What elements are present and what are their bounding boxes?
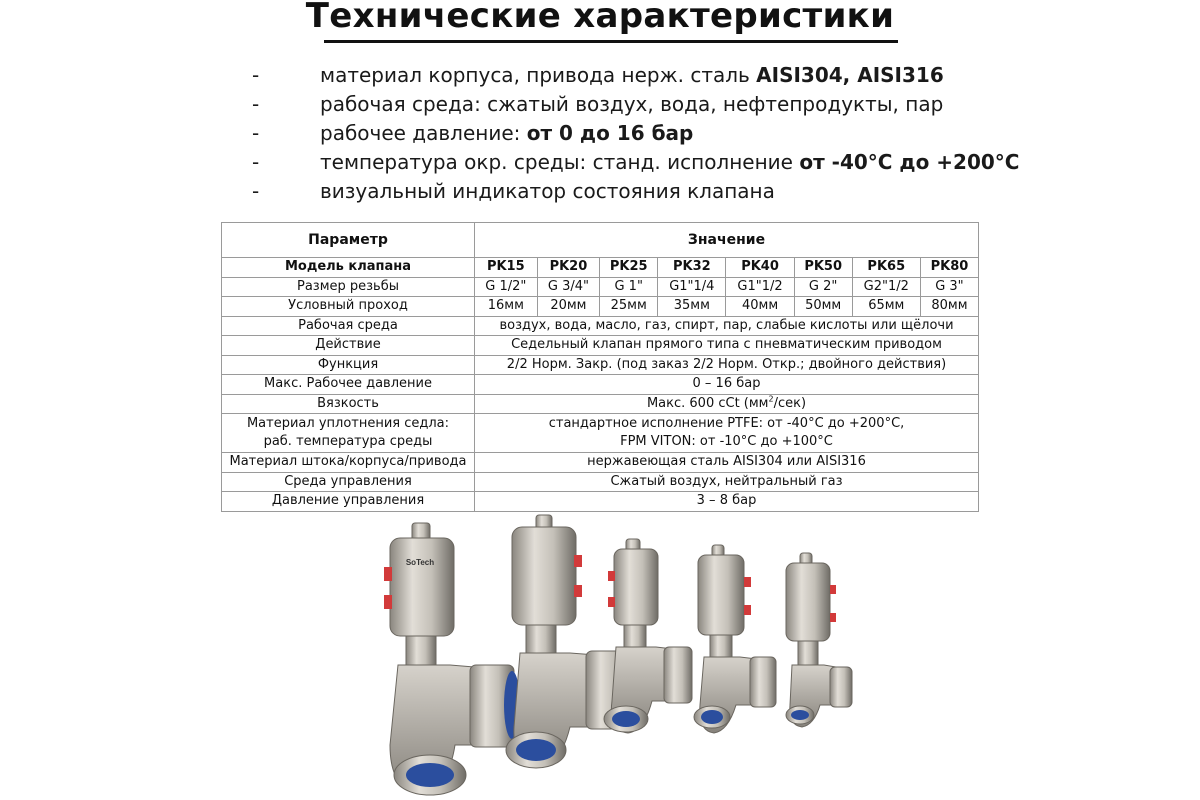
feature-dash: -: [252, 63, 260, 87]
thread-cell: G 3": [920, 277, 978, 297]
table-row-threads: [222, 277, 979, 297]
bore-cell: 20мм: [537, 297, 600, 317]
feature-text: рабочая среда: сжатый воздух, вода, нефтепродукты, пар: [320, 92, 944, 116]
red-port-icon: [830, 585, 836, 594]
model-cell: PK80: [920, 258, 978, 278]
table-row: [222, 375, 979, 395]
header-value: Значение: [475, 223, 979, 258]
model-cell: PK15: [475, 258, 538, 278]
valve-pk50: [604, 539, 692, 733]
table-row: [222, 472, 979, 492]
red-port-icon: [384, 567, 392, 581]
bore-cell: 40мм: [726, 297, 794, 317]
model-cell: PK50: [794, 258, 852, 278]
feature-dash: -: [252, 150, 260, 174]
row-value: Седельный клапан прямого типа с пневматическим приводом: [475, 336, 979, 356]
seal-value-line1: стандартное исполнение PTFE: от -40°C до +200°C,: [548, 416, 905, 431]
valves-photo: [360, 505, 880, 800]
row-label: Давление управления: [222, 492, 475, 512]
feature-dash: -: [252, 121, 260, 145]
feature-text: материал корпуса, привода нерж. сталь: [320, 63, 757, 87]
header-param: Параметр: [222, 223, 475, 258]
feature-item: [0, 176, 1200, 206]
row-label: [222, 414, 475, 453]
row-label: Макс. Рабочее давление: [222, 375, 475, 395]
model-cell: PK32: [658, 258, 726, 278]
bore-cell: 65мм: [852, 297, 920, 317]
thread-cell: G 3/4": [537, 277, 600, 297]
row-value: 0 – 16 бар: [475, 375, 979, 395]
bore-cell: 50мм: [794, 297, 852, 317]
seal-label-line1: Материал уплотнения седла:: [246, 416, 450, 431]
thread-cell: G1"1/2: [726, 277, 794, 297]
table-row-models: [222, 258, 979, 278]
feature-bold: от 0 до 16 бар: [526, 121, 694, 145]
row-value: [475, 394, 979, 414]
table-row: [222, 316, 979, 336]
bore-cell: 80мм: [920, 297, 978, 317]
feature-item: [0, 147, 1200, 177]
feature-bold: от -40°C до +200°C: [799, 150, 1020, 174]
table-row: [222, 336, 979, 356]
feature-bold: AISI304, AISI316: [756, 63, 944, 87]
row-label: Условный проход: [222, 297, 475, 317]
model-cell: PK20: [537, 258, 600, 278]
bore-cell: 35мм: [658, 297, 726, 317]
row-label: Размер резьбы: [222, 277, 475, 297]
model-cell: PK65: [852, 258, 920, 278]
feature-dash: -: [252, 179, 260, 203]
valve-pk40: [694, 545, 776, 733]
row-value: 3 – 8 бар: [475, 492, 979, 512]
feature-dash: -: [252, 92, 260, 116]
valve-pk80: [384, 523, 520, 795]
row-label: Среда управления: [222, 472, 475, 492]
table-row: [222, 453, 979, 473]
brand-label: SoTech: [405, 558, 435, 567]
viscosity-sup: 2: [768, 394, 774, 404]
red-port-icon: [574, 585, 582, 597]
model-cell: PK25: [600, 258, 658, 278]
spec-table: [221, 222, 979, 512]
model-cell: PK40: [726, 258, 794, 278]
viscosity-pre: Макс. 600 cCt (мм: [646, 395, 769, 411]
feature-text: рабочее давление:: [320, 121, 527, 145]
feature-item: [0, 118, 1200, 148]
table-row: [222, 355, 979, 375]
bore-cell: 16мм: [475, 297, 538, 317]
thread-cell: G 2": [794, 277, 852, 297]
thread-cell: G 1/2": [475, 277, 538, 297]
row-value: воздух, вода, масло, газ, спирт, пар, слабые кислоты или щёлочи: [475, 316, 979, 336]
title-underline: [324, 40, 898, 43]
feature-text: визуальный индикатор состояния клапана: [320, 179, 775, 203]
row-label: Функция: [222, 355, 475, 375]
row-label: Действие: [222, 336, 475, 356]
page-title: Технические характеристики: [305, 0, 895, 36]
row-value: Сжатый воздух, нейтральный газ: [475, 472, 979, 492]
row-value: 2/2 Норм. Закр. (под заказ 2/2 Норм. Откр.; двойного действия): [475, 355, 979, 375]
red-port-icon: [744, 577, 751, 587]
red-port-icon: [608, 597, 615, 607]
red-port-icon: [830, 613, 836, 622]
bore-cell: 25мм: [600, 297, 658, 317]
red-port-icon: [744, 605, 751, 615]
red-port-icon: [574, 555, 582, 567]
valve-pk15: [786, 553, 852, 727]
row-label: Материал штока/корпуса/привода: [222, 453, 475, 473]
table-row-viscosity: [222, 394, 979, 414]
viscosity-post: /сек): [773, 395, 807, 411]
thread-cell: G 1": [600, 277, 658, 297]
feature-item: [0, 60, 1200, 90]
red-port-icon: [384, 595, 392, 609]
feature-item: [0, 89, 1200, 119]
thread-cell: G2"1/2: [852, 277, 920, 297]
seal-value-line2: FPM VITON: от -10°C до +100°C: [620, 434, 833, 449]
thread-cell: G1"1/4: [658, 277, 726, 297]
row-label: Модель клапана: [222, 258, 475, 278]
table-row-bores: [222, 297, 979, 317]
row-value: нержавеющая сталь AISI304 или AISI316: [475, 453, 979, 473]
row-label: Вязкость: [222, 394, 475, 414]
row-value: [475, 414, 979, 453]
red-port-icon: [608, 571, 615, 581]
table-row-seal: [222, 414, 979, 453]
seal-label-line2: раб. температура среды: [263, 434, 433, 449]
feature-text: температура окр. среды: станд. исполнение: [320, 150, 800, 174]
row-label: Рабочая среда: [222, 316, 475, 336]
